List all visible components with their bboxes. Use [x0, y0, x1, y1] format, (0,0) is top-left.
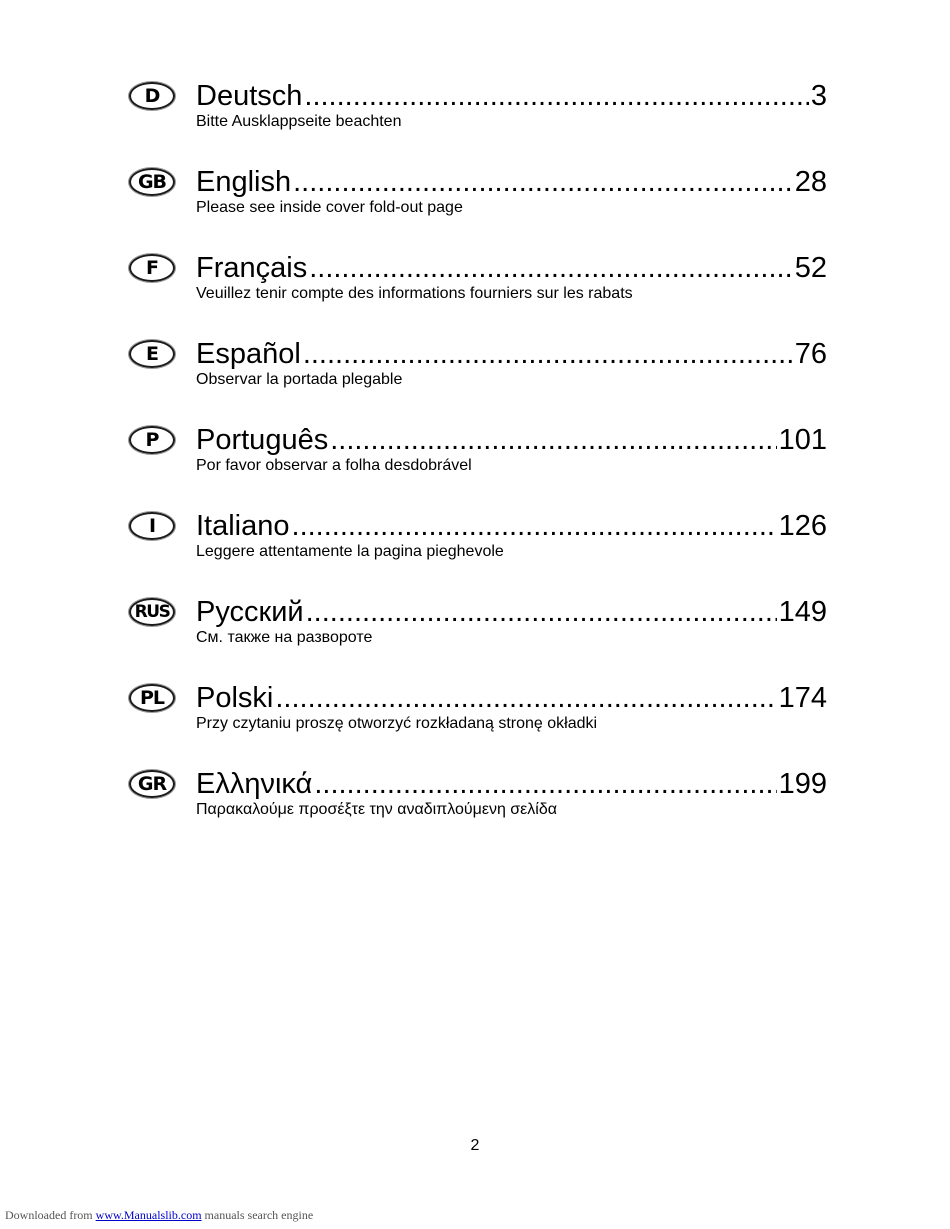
- toc-line: [196, 79, 827, 113]
- toc-line: [196, 337, 827, 371]
- toc-page-number: 174: [778, 682, 827, 714]
- language-name: Ελληνικά: [196, 768, 313, 800]
- toc-page-number: 199: [778, 768, 827, 800]
- toc-entry-english: [129, 165, 827, 251]
- toc-entry-francais: [129, 251, 827, 337]
- language-name: Español: [196, 338, 301, 370]
- toc-page-number: 149: [778, 596, 827, 628]
- language-name: English: [196, 166, 292, 198]
- toc-entry-italiano: [129, 509, 827, 595]
- toc-line: [196, 595, 827, 629]
- language-name: Deutsch: [196, 80, 303, 112]
- toc-note: Przy czytaniu proszę otworzyć rozkładaną stronę okładki: [196, 715, 598, 732]
- dot-leader: [293, 165, 793, 199]
- footer-prefix: Downloaded from: [5, 1208, 93, 1222]
- toc-entry-deutsch: [129, 79, 827, 165]
- download-footer: [5, 1208, 313, 1223]
- toc-line: [196, 423, 827, 457]
- toc-entry-espanol: [129, 337, 827, 423]
- dot-leader: [309, 251, 793, 285]
- toc-note: Por favor observar a folha desdobrável: [196, 457, 472, 474]
- language-name: Português: [196, 424, 329, 456]
- dot-leader: [306, 595, 777, 629]
- toc-line: [196, 767, 827, 801]
- toc-note: Please see inside cover fold-out page: [196, 199, 463, 216]
- toc-page-number: 52: [794, 252, 827, 284]
- page-number: 2: [470, 1137, 480, 1154]
- toc-entry-portugues: [129, 423, 827, 509]
- toc-note: Veuillez tenir compte des informations fourniers sur les rabats: [196, 285, 633, 302]
- language-name: Italiano: [196, 510, 290, 542]
- language-badge-d: D: [129, 82, 175, 110]
- toc-page-number: 76: [794, 338, 827, 370]
- language-badge-rus: RUS: [129, 598, 175, 626]
- toc-entry-polski: [129, 681, 827, 767]
- toc-page-number: 3: [810, 80, 827, 112]
- manualslib-link[interactable]: www.Manualslib.com: [95, 1208, 202, 1222]
- toc-page-number: 28: [794, 166, 827, 198]
- toc-line: [196, 509, 827, 543]
- toc-page-number: 126: [778, 510, 827, 542]
- language-badge-e: E: [129, 340, 175, 368]
- language-badge-f: F: [129, 254, 175, 282]
- toc-note: Bitte Ausklappseite beachten: [196, 113, 402, 130]
- dot-leader: [303, 337, 793, 371]
- toc-line: [196, 165, 827, 199]
- toc-note: Observar la portada plegable: [196, 371, 403, 388]
- toc-line: [196, 251, 827, 285]
- dot-leader: [330, 423, 776, 457]
- dot-leader: [275, 681, 776, 715]
- language-name: Polski: [196, 682, 274, 714]
- toc-note: См. также на развороте: [196, 629, 373, 646]
- dot-leader: [292, 509, 777, 543]
- toc-entry-russian: [129, 595, 827, 681]
- toc-note: Παρακαλούμε προσέξτε την αναδιπλούμενη σελίδα: [196, 801, 558, 818]
- footer-suffix: manuals search engine: [204, 1208, 314, 1222]
- language-name: Русский: [196, 596, 304, 628]
- dot-leader: [314, 767, 776, 801]
- language-badge-i: I: [129, 512, 175, 540]
- toc-note: Leggere attentamente la pagina pieghevole: [196, 543, 504, 560]
- language-badge-pl: PL: [129, 684, 175, 712]
- table-of-contents: [129, 79, 827, 853]
- language-name: Français: [196, 252, 308, 284]
- language-badge-gb: GB: [129, 168, 175, 196]
- language-badge-p: P: [129, 426, 175, 454]
- toc-entry-greek: [129, 767, 827, 853]
- toc-page-number: 101: [778, 424, 827, 456]
- toc-line: [196, 681, 827, 715]
- dot-leader: [304, 79, 808, 113]
- language-badge-gr: GR: [129, 770, 175, 798]
